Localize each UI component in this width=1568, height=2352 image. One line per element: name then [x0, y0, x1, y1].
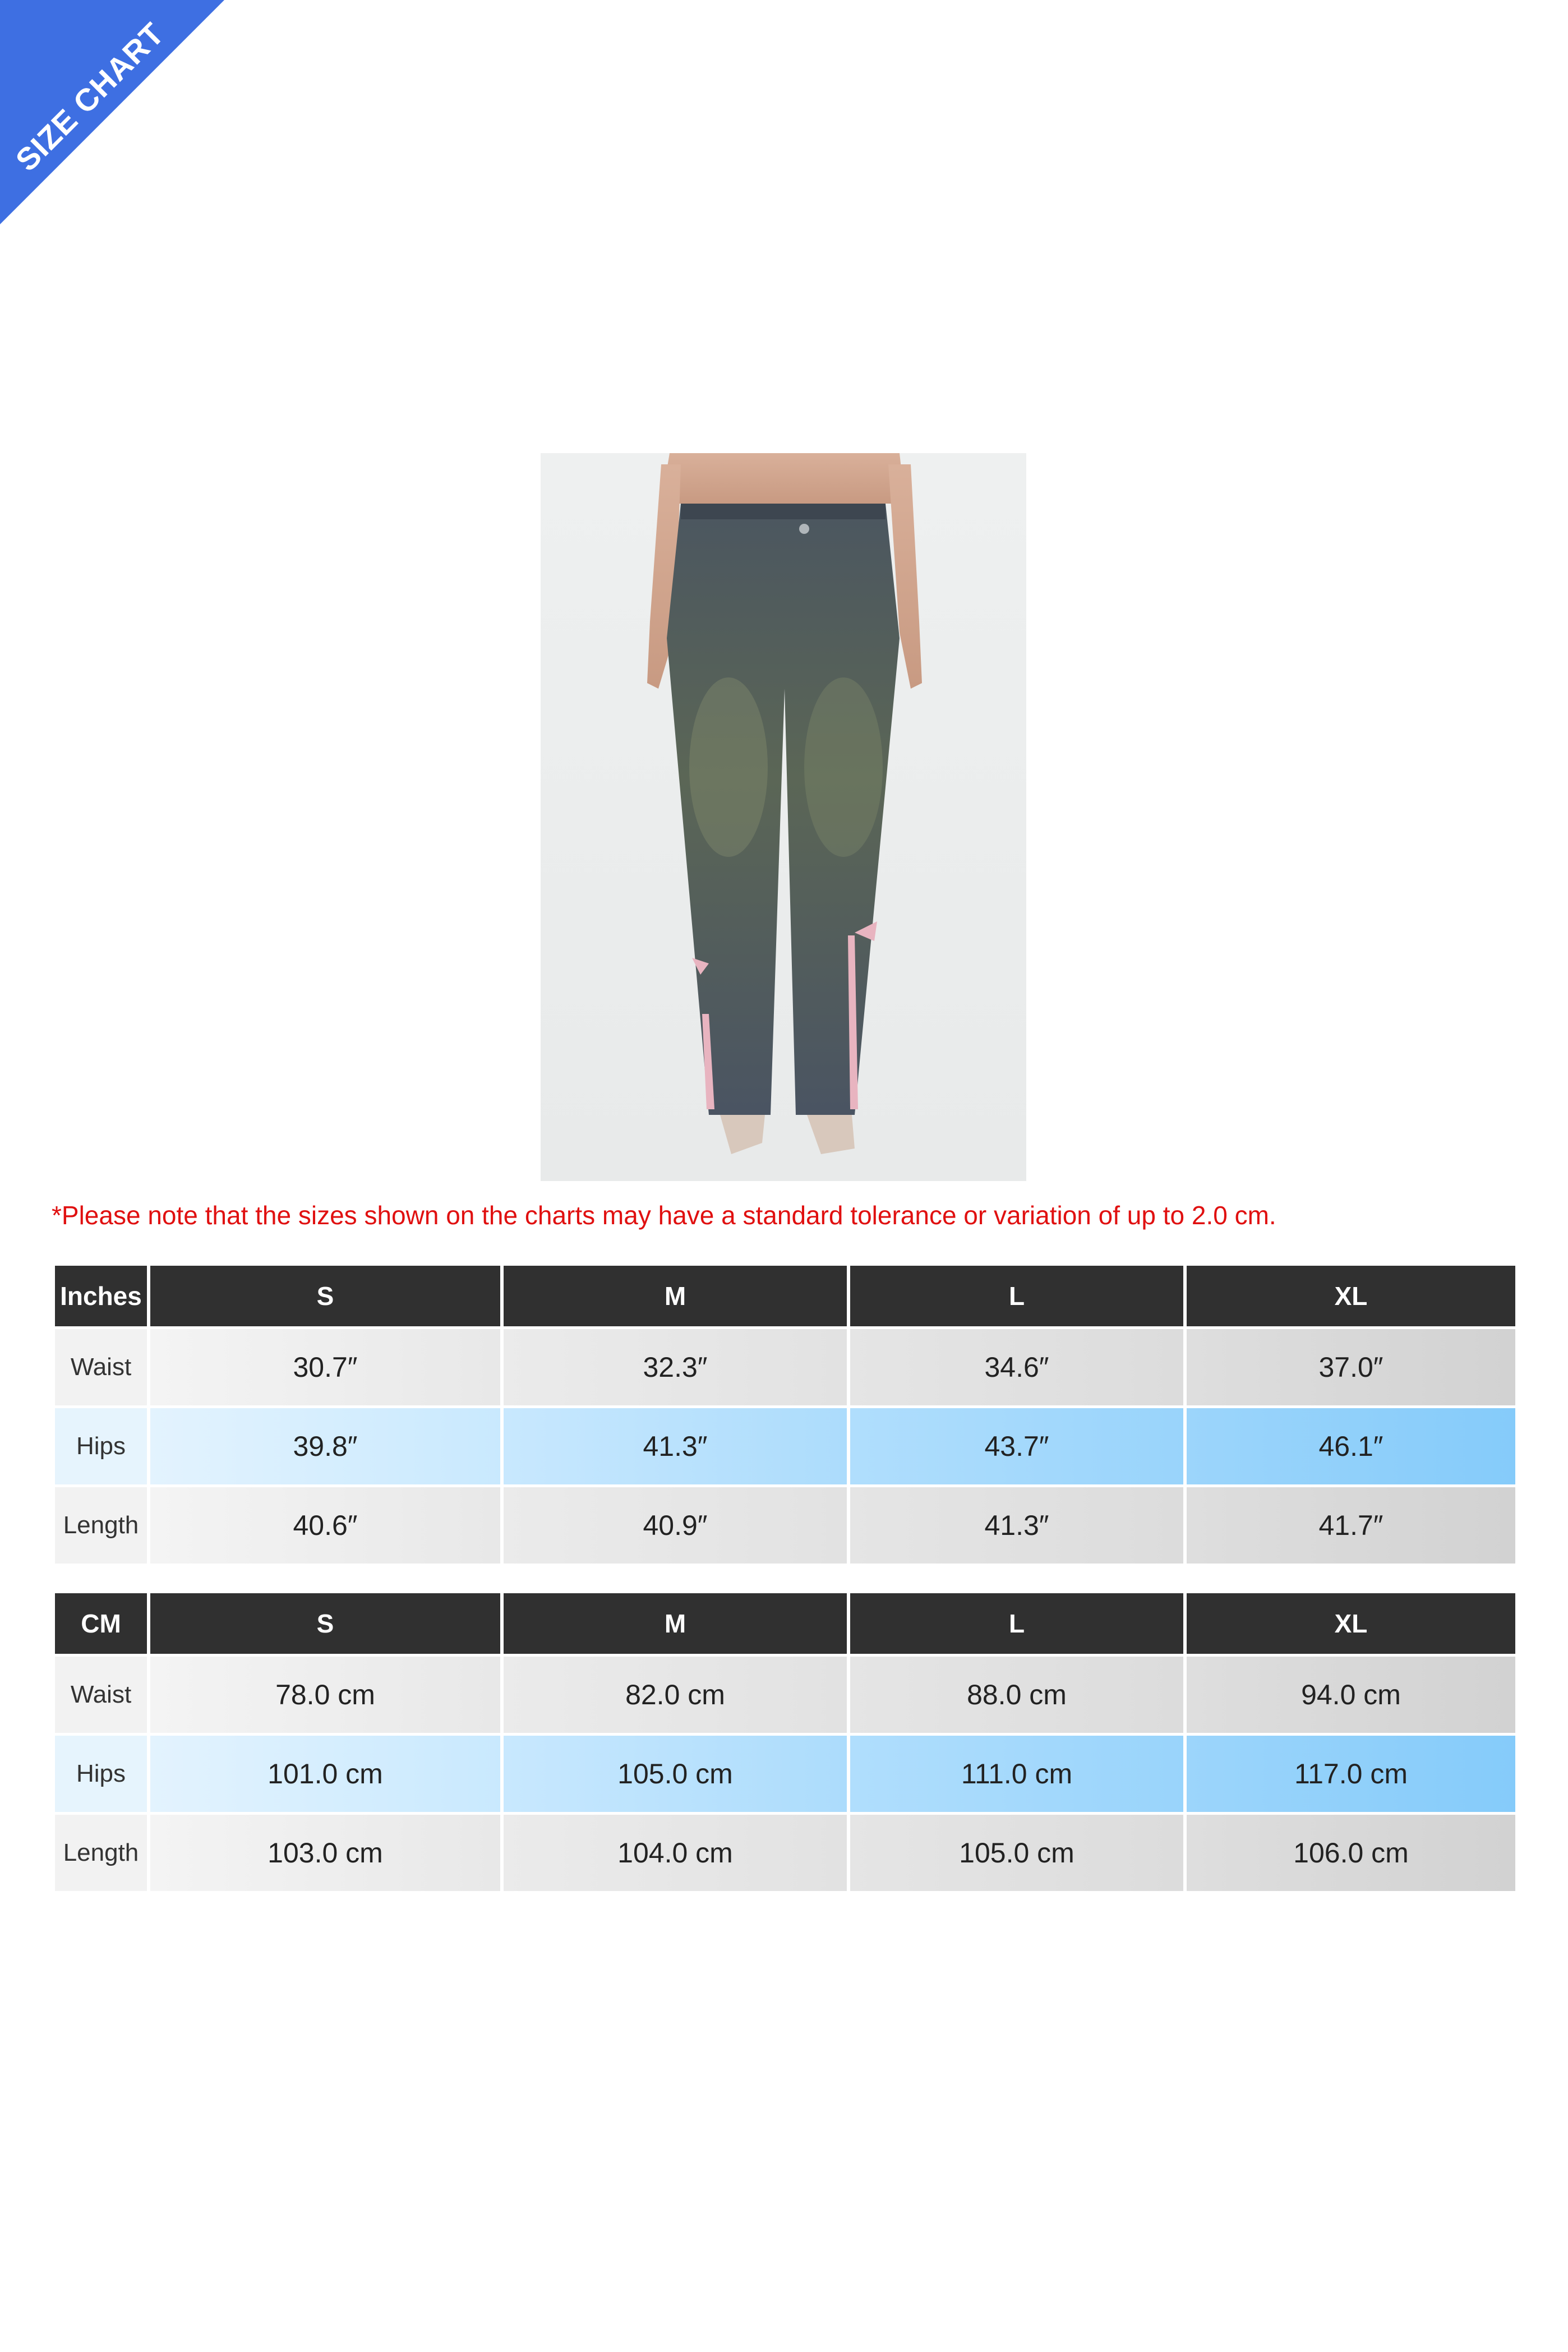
table-cell: 41.3″ [504, 1408, 847, 1484]
row-label: Length [55, 1487, 147, 1564]
size-header-s: S [150, 1593, 500, 1654]
size-header-m: M [504, 1266, 847, 1326]
size-table-inches [52, 1263, 1519, 1566]
table-cell: 43.7″ [850, 1408, 1183, 1484]
table-cell: 34.6″ [850, 1329, 1183, 1405]
table-cell: 78.0 cm [150, 1657, 500, 1733]
badge-background [0, 0, 224, 224]
unit-header: Inches [55, 1266, 147, 1326]
row-label: Waist [55, 1329, 147, 1405]
table-cell: 105.0 cm [504, 1736, 847, 1812]
table-row-hips [55, 1736, 1515, 1812]
size-header-m: M [504, 1593, 847, 1654]
table-cell: 111.0 cm [850, 1736, 1183, 1812]
unit-header: CM [55, 1593, 147, 1654]
table-cell: 41.7″ [1187, 1487, 1515, 1564]
product-photo [541, 453, 1026, 1181]
table-cell: 39.8″ [150, 1408, 500, 1484]
row-label: Length [55, 1815, 147, 1891]
table-cell: 41.3″ [850, 1487, 1183, 1564]
table-cell: 94.0 cm [1187, 1657, 1515, 1733]
table-row-length [55, 1815, 1515, 1891]
table-cell: 88.0 cm [850, 1657, 1183, 1733]
size-header-l: L [850, 1593, 1183, 1654]
table-cell: 40.9″ [504, 1487, 847, 1564]
size-table-cm [52, 1590, 1519, 1894]
table-cell: 106.0 cm [1187, 1815, 1515, 1891]
row-label: Waist [55, 1657, 147, 1733]
table-cell: 46.1″ [1187, 1408, 1515, 1484]
table-cell: 105.0 cm [850, 1815, 1183, 1891]
table-cell: 40.6″ [150, 1487, 500, 1564]
table-header-row [55, 1266, 1515, 1326]
size-header-xl: XL [1187, 1266, 1515, 1326]
size-tolerance-note: *Please note that the sizes shown on the charts may have a standard tolerance or variation of up to 2.0 cm. [52, 1201, 1276, 1230]
table-row-length [55, 1487, 1515, 1564]
table-row-waist [55, 1657, 1515, 1733]
jeans-illustration [541, 453, 1026, 1181]
size-header-xl: XL [1187, 1593, 1515, 1654]
table-row-waist [55, 1329, 1515, 1405]
row-label: Hips [55, 1736, 147, 1812]
table-cell: 32.3″ [504, 1329, 847, 1405]
table-header-row [55, 1593, 1515, 1654]
badge-label: SIZE CHART [8, 15, 171, 178]
table-row-hips [55, 1408, 1515, 1484]
table-cell: 30.7″ [150, 1329, 500, 1405]
table-cell: 104.0 cm [504, 1815, 847, 1891]
size-header-s: S [150, 1266, 500, 1326]
table-cell: 101.0 cm [150, 1736, 500, 1812]
table-cell: 37.0″ [1187, 1329, 1515, 1405]
row-label: Hips [55, 1408, 147, 1484]
table-cell: 82.0 cm [504, 1657, 847, 1733]
size-chart-badge [0, 0, 224, 224]
size-header-l: L [850, 1266, 1183, 1326]
table-cell: 103.0 cm [150, 1815, 500, 1891]
table-cell: 117.0 cm [1187, 1736, 1515, 1812]
